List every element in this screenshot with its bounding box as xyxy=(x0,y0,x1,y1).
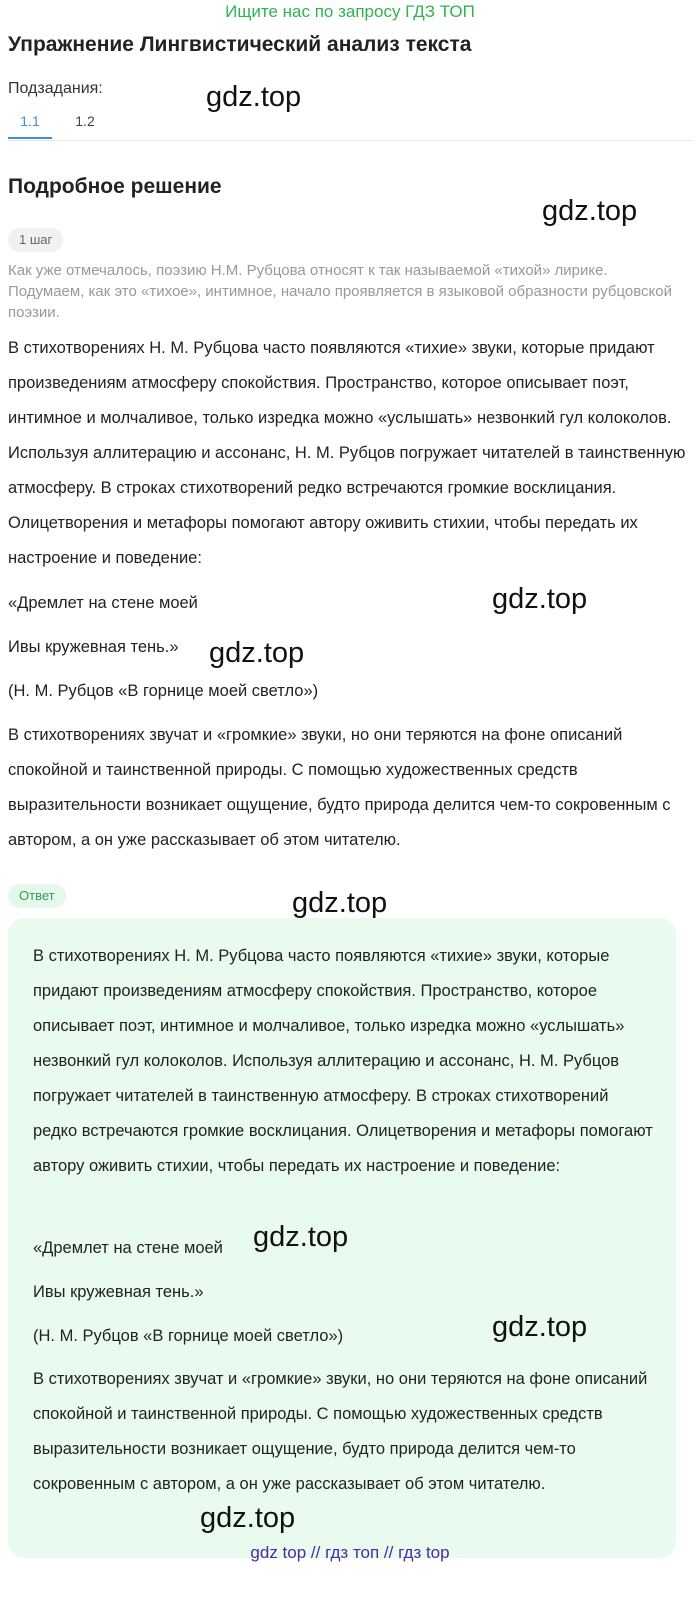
watermark: gdz.top xyxy=(209,637,305,669)
solution-title: Подробное решение xyxy=(8,175,222,198)
top-banner: Ищите нас по запросу ГДЗ ТОП xyxy=(225,2,475,21)
answer-badge: Ответ xyxy=(8,884,66,908)
solution-quote-line-2: Ивы кружевная тень.» xyxy=(8,638,179,656)
watermark: gdz.top xyxy=(253,1221,349,1253)
solution-paragraph-2: В стихотворениях звучат и «громкие» звуки, но они теряются на фоне описаний спокойной и таинственной природы. С помощью художественных средств выразительности возникает ощущение, будто природа делится чем-то сокровенным с автором, а он уже рассказывает об этом читателю. xyxy=(8,726,671,849)
watermark: gdz.top xyxy=(200,1502,296,1534)
solution-quote-source: (Н. М. Рубцов «В горнице моей светло») xyxy=(8,682,319,700)
answer-paragraph-1: В стихотворениях Н. М. Рубцова часто появляются «тихие» звуки, которые придают произведениям атмосферу спокойствия. Пространство, которое описывает поэт, интимное и молчаливое, только изредка можно «услышать» незвонкий гул колоколов. Используя аллитерацию и ассонанс, Н. М. Рубцов погружает читателей в таинственную атмосферу. В строках стихотворений редко встречаются громкие восклицания. Олицетворения и метафоры помогают автору оживить стихии, чтобы передать их настроение и поведение: xyxy=(33,947,653,1175)
watermark: gdz.top xyxy=(492,583,588,615)
tabs-divider xyxy=(8,140,692,141)
solution-paragraph-1: В стихотворениях Н. М. Рубцова часто появляются «тихие» звуки, которые придают произведениям атмосферу спокойствия. Пространство, которое описывает поэт, интимное и молчаливое, только изредка можно «услышать» незвонкий гул колоколов. Используя аллитерацию и ассонанс, Н. М. Рубцов погружает читателей в таинственную атмосферу. В строках стихотворений редко встречаются громкие восклицания. Олицетворения и метафоры помогают автору оживить стихии, чтобы передать их настроение и поведение: xyxy=(8,339,686,567)
tab-subtask-1-1[interactable]: 1.1 xyxy=(8,109,52,139)
watermark: gdz.top xyxy=(492,1311,588,1343)
answer-quote-line-2: Ивы кружевная тень.» xyxy=(33,1283,204,1301)
page-title: Упражнение Лингвистический анализ текста xyxy=(8,33,472,56)
tab-subtask-1-2[interactable]: 1.2 xyxy=(75,113,95,129)
solution-quote-line-1: «Дремлет на стене моей xyxy=(8,594,198,612)
watermark: gdz.top xyxy=(206,81,302,113)
subtasks-label: Подзадания: xyxy=(8,80,103,97)
step-badge: 1 шаг xyxy=(8,228,63,252)
footer: gdz top // гдз топ // гдз top xyxy=(250,1543,450,1562)
answer-quote-source: (Н. М. Рубцов «В горнице моей светло») xyxy=(33,1327,344,1345)
watermark: gdz.top xyxy=(292,887,388,919)
answer-quote-line-1: «Дремлет на стене моей xyxy=(33,1239,223,1257)
solution-intro: Как уже отмечалось, поэзию Н.М. Рубцова относят к так называемой «тихой» лирике. Подумаем, как это «тихое», интимное, начало проявляется в языковой образности рубцовской поэзии. xyxy=(8,262,672,321)
watermark: gdz.top xyxy=(542,195,638,227)
answer-paragraph-2: В стихотворениях звучат и «громкие» звуки, но они теряются на фоне описаний спокойной и таинственной природы. С помощью художественных средств выразительности возникает ощущение, будто природа делится чем-то сокровенным с автором, а он уже рассказывает об этом читателю. xyxy=(33,1370,648,1493)
